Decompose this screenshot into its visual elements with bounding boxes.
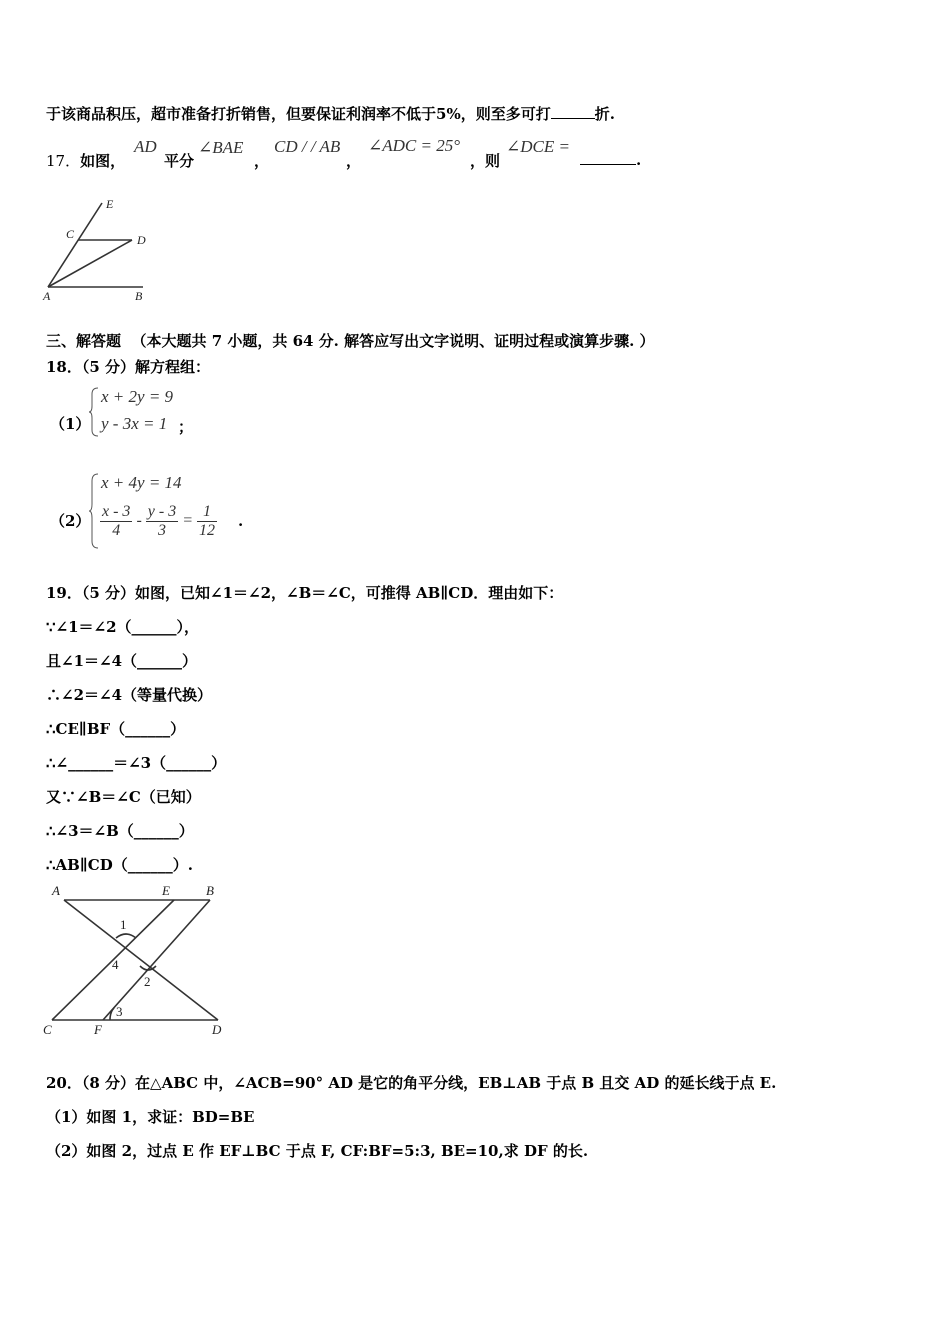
q19-label-angle-1: 1 xyxy=(120,917,127,932)
q19-arc-1 xyxy=(116,934,136,938)
q19-label-a: A xyxy=(52,883,60,898)
q17-label-d: D xyxy=(137,233,146,247)
q16-text-before: 于该商品积压，超市准备打折销售，但要保证利润率不低于 xyxy=(46,105,437,123)
section3-title: 三、解答题 xyxy=(46,332,122,350)
q16-tail-line xyxy=(46,103,615,124)
q18-frac2-num: y - 3 xyxy=(147,503,177,520)
q19-header: 19．（5 分）如图，已知∠1＝∠2，∠B＝∠C，可推得 AB∥CD．理由如下： xyxy=(46,584,564,602)
q18-part1-label: （1） xyxy=(50,415,91,433)
q19-label-b: B xyxy=(206,883,214,898)
q18-frac2 xyxy=(146,503,178,540)
q18-part1-eq1 xyxy=(101,387,173,407)
q17-answer-blank[interactable] xyxy=(580,150,636,165)
q17-comma-2: ， xyxy=(346,152,362,170)
q17-angle-adc: ∠ADC = 25° xyxy=(368,136,461,155)
q18-part1-end: ； xyxy=(178,418,194,436)
q18-part1-eq2-text: y - 3x = 1 xyxy=(101,414,168,433)
q17-label-c: C xyxy=(66,227,75,241)
q19-label-f: F xyxy=(94,1022,102,1037)
q18-frac1 xyxy=(100,503,132,540)
q19-label-angle-3: 3 xyxy=(116,1004,123,1019)
q19-label-e: E xyxy=(162,883,170,898)
q19-line-7: ∴∠3＝∠B（______） xyxy=(46,822,194,840)
q18-frac3 xyxy=(197,503,217,540)
q19-label-angle-4: 4 xyxy=(112,957,119,972)
q17-angle-dce: ∠DCE = xyxy=(506,137,570,156)
q19-label-angle-2: 2 xyxy=(144,974,151,989)
q16-answer-blank[interactable] xyxy=(551,104,595,119)
q17-answer-line xyxy=(580,150,641,169)
q16-text-after-pct: ，则至多可打 xyxy=(460,105,551,123)
q18-frac2-den: 3 xyxy=(157,522,166,539)
q20-part1: （1）如图 1，求证：BD=BE xyxy=(46,1108,255,1126)
q17-bisects: 平分 xyxy=(164,152,195,170)
q19-label-d: D xyxy=(212,1022,222,1037)
q18-frac1-num: x - 3 xyxy=(102,503,131,520)
q19-line-3: ∴∠2＝∠4（等量代换） xyxy=(46,686,213,704)
q17-label-a: A xyxy=(43,289,51,303)
q18-part1-brace xyxy=(88,386,100,438)
q17-period: . xyxy=(636,151,642,169)
q17-label-b: B xyxy=(135,289,143,303)
q17-figure xyxy=(40,192,160,306)
q19-line-8: ∴AB∥CD（______）. xyxy=(46,856,193,874)
q17-intro: 如图， xyxy=(80,152,126,170)
q18-part2-label: （2） xyxy=(50,512,91,530)
q18-part2-eq2 xyxy=(100,503,217,540)
q19-line-2: 且∠1＝∠4（______） xyxy=(46,652,198,670)
q18-equals: = xyxy=(182,512,193,530)
q19-arc-3 xyxy=(110,1008,114,1020)
q20-part2: （2）如图 2，过点 E 作 EF⊥BC 于点 F, CF:BF=5:3, BE=10,求 DF 的长. xyxy=(46,1142,589,1160)
q18-part2-eq1: x + 4y = 14 xyxy=(101,473,182,492)
q18-part1-eq2 xyxy=(101,414,167,434)
q18-header: 18．（5 分）解方程组： xyxy=(46,358,211,376)
q17-number-intro xyxy=(46,150,125,171)
q19-line-5: ∴∠______＝∠3（______） xyxy=(46,754,227,772)
q17-number: 17． xyxy=(46,152,81,170)
q17-ad: AD xyxy=(134,137,157,156)
q17-comma-1: ， xyxy=(254,152,270,170)
q17-cd-parallel-ab: CD / / AB xyxy=(274,137,341,156)
section3-header xyxy=(46,330,655,351)
q16-text-end: 折. xyxy=(594,105,615,123)
q19-line-4: ∴CE∥BF（______） xyxy=(46,720,186,738)
q16-percent: 5% xyxy=(436,105,461,123)
q17-line-ad xyxy=(48,240,132,287)
q20-header: 20．（8 分）在△ABC 中，∠ACB=90° AD 是它的角平分线，EB⊥AB 于点 B 且交 AD 的延长线于点 E. xyxy=(46,1074,777,1092)
q18-frac3-num: 1 xyxy=(197,503,217,522)
q18-part2-end: . xyxy=(238,512,244,530)
q17-then: ，则 xyxy=(470,152,501,170)
q18-frac3-den: 12 xyxy=(199,522,215,539)
q19-figure xyxy=(40,878,240,1040)
q18-minus: - xyxy=(136,512,142,530)
q18-frac1-den: 4 xyxy=(112,522,121,539)
q17-line-ae xyxy=(48,203,102,287)
q18-part1-eq1-text: x + 2y = 9 xyxy=(101,387,174,406)
q19-line-6: 又∵∠B＝∠C（已知） xyxy=(46,788,201,806)
q19-line-1: ∵∠1＝∠2（______）， xyxy=(46,618,200,636)
q17-angle-bae: ∠BAE xyxy=(198,138,244,157)
section3-desc: （本大题共 7 小题，共 64 分. 解答应写出文字说明、证明过程或演算步骤. ） xyxy=(131,332,655,350)
q19-label-c: C xyxy=(43,1022,52,1037)
q17-label-e: E xyxy=(106,197,114,211)
q18-part2-brace xyxy=(88,472,100,550)
